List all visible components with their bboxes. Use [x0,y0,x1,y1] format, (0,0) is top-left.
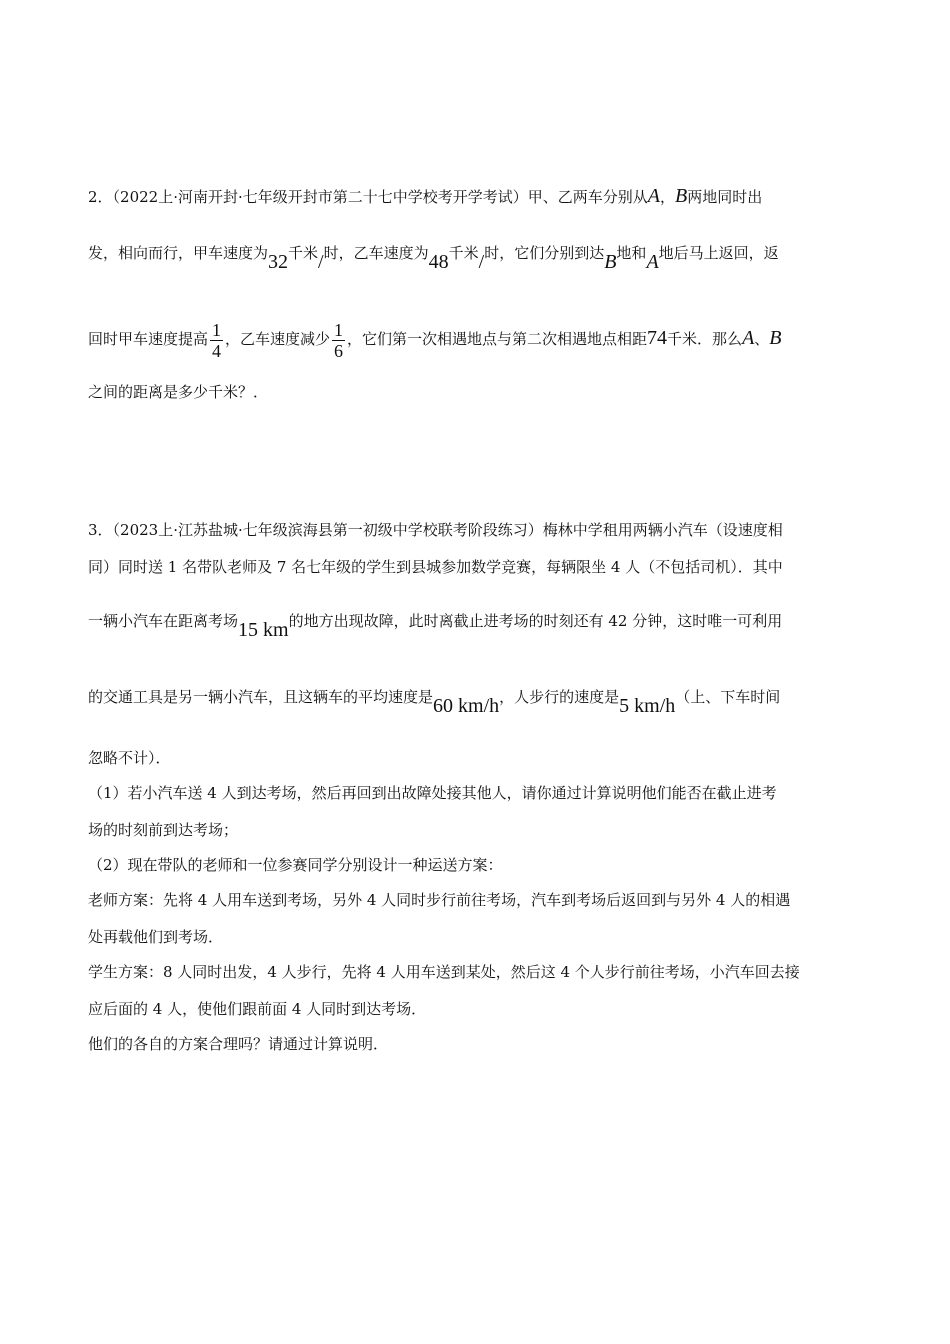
question-1-text: 场的时刻前到达考场； [88,821,239,839]
text: 千米 [448,244,479,262]
question-2-line [88,855,503,875]
text: ，人步行的速度是 [499,688,620,706]
text: 的交通工具是另一辆小汽车，且这辆车的平均速度是 [88,688,434,706]
final-question-line [88,1034,388,1054]
math-b: B [769,327,782,349]
problem-3-number: 3． [88,521,113,539]
text: 的地方出现故障，此时离截止进考场的时刻还有 42 分钟，这时唯一可利用 [288,612,783,630]
student-plan-line-2 [88,999,426,1019]
fraction-one-quarter [210,320,223,361]
math-b: B [675,185,688,207]
text: ， [660,188,676,206]
problem-2-number: 2． [88,188,113,206]
math-slash: / [478,251,485,273]
problem-2-line-1 [88,186,762,207]
teacher-plan-line-1 [88,890,790,910]
math-speed-2: 48 [428,251,449,273]
text: 地后马上返回，返 [658,244,779,262]
text: 发，相向而行，甲车速度为 [88,244,269,262]
text: 甲、乙两车分别从 [527,188,648,206]
math-a: A [742,327,755,349]
math-speed-car: 60 km/h [433,695,500,717]
question-2-text: （2）现在带队的老师和一位参赛同学分别设计一种运送方案： [88,856,503,874]
text: ，它们第一次相遇地点与第二次相遇地点相距 [347,330,648,348]
student-plan-text: 学生方案：8 人同时出发，4 人步行，先将 4 人用车送到某处，然后这 4 个人步行前往考场，小汽车回去接 [88,963,800,981]
problem-3-source: （2023上·江苏盐城·七年级滨海县第一初级中学校联考阶段练习） [112,521,543,539]
fraction-numerator: 1 [212,319,222,340]
fraction-denominator: 6 [334,340,344,361]
question-1-line-2 [88,820,238,840]
text: 地和 [616,244,647,262]
math-distance-15km: 15 km [238,619,289,641]
problem-3-line-3 [88,610,783,641]
math-slash: / [318,251,324,273]
problem-3-line-2 [88,557,783,577]
problem-2-line-3 [88,318,782,361]
math-b: B [604,251,617,273]
teacher-plan-text: 老师方案：先将 4 人用车送到考场，另外 4 人同时步行前往考场，汽车到考场后返回到与另外 4 人的相遇 [88,891,791,909]
problem-3-line-4 [88,686,781,717]
problem-2-line-2 [88,242,779,273]
fraction-one-sixth [332,320,345,361]
problem-2-source: （2022上·河南开封·七年级开封市第二十七中学校考开学考试） [112,188,528,206]
text: 梅林中学租用两辆小汽车（设速度相 [542,521,783,539]
text: 、 [754,330,770,348]
math-distance: 74 [647,327,668,349]
question-1-text: （1）若小汽车送 4 人到达考场，然后再回到出故障处接其他人，请你通过计算说明他们能否在截止进考 [88,784,777,802]
text: 同）同时送 1 名带队老师及 7 名七年级的学生到县城参加数学竞赛，每辆限坐 4 人（不包括司机）．其中 [88,558,783,576]
text: 忽略不计）． [88,749,171,767]
text: 千米 [288,244,319,262]
text: 两地同时出 [687,188,763,206]
fraction-numerator: 1 [334,319,344,340]
teacher-plan-text: 处再载他们到考场． [88,928,224,946]
math-speed-walk: 5 km/h [619,695,676,717]
text: （上、下车时间 [675,688,781,706]
text: 之间的距离是多少千米？． [88,383,269,401]
student-plan-line-1 [88,962,800,982]
final-question-text: 他们的各自的方案合理吗？请通过计算说明． [88,1035,389,1053]
problem-3-line-1 [88,520,783,540]
text: 一辆小汽车在距离考场 [88,612,239,630]
fraction-denominator: 4 [212,340,222,361]
text: 时，它们分别到达 [484,244,605,262]
teacher-plan-line-2 [88,927,223,947]
math-a: A [647,185,660,207]
text: ，乙车速度减少 [225,330,331,348]
text: 千米．那么 [667,330,743,348]
math-a: A [646,251,659,273]
text: 回时甲车速度提高 [88,330,209,348]
question-1-line-1 [88,783,777,803]
problem-3-line-5 [88,748,171,768]
text: 时，乙车速度为 [323,244,429,262]
math-speed-1: 32 [268,251,289,273]
problem-2-line-4 [88,382,268,402]
student-plan-text: 应后面的 4 人，使他们跟前面 4 人同时到达考场． [88,1000,427,1018]
